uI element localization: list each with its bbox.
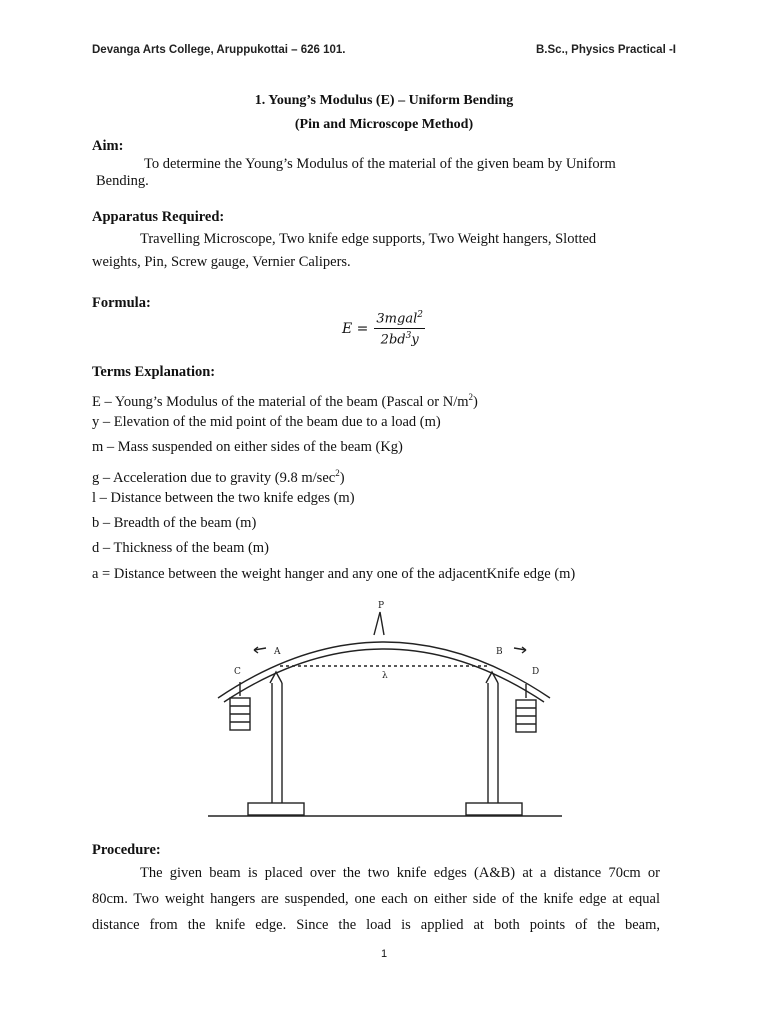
header-course: B.Sc., Physics Practical -I — [536, 44, 676, 56]
denominator-exponent: 3 — [405, 331, 412, 342]
term-g-exponent: 2 — [335, 468, 340, 478]
procedure-line-3: distance from the knife edge. Since the load is applied at both points of the beam, — [92, 917, 660, 933]
left-arrow — [254, 647, 266, 653]
pin — [374, 612, 384, 635]
right-support-post — [488, 683, 498, 803]
label-p: P — [378, 601, 385, 611]
procedure-line-1: The given beam is placed over the two knife edges (A&B) at a distance 70cm or — [140, 865, 660, 881]
aim-line-2: Bending. — [96, 173, 149, 189]
term-a: a = Distance between the weight hanger and any one of the adjacentKnife edge (m) — [92, 566, 576, 582]
term-e-close: ) — [473, 393, 478, 410]
left-support-base — [248, 803, 304, 815]
header-college: Devanga Arts College, Aruppukottai – 626 101. — [92, 44, 346, 56]
term-e — [92, 388, 478, 411]
aim-heading: Aim: — [92, 138, 124, 154]
formula-heading: Formula: — [92, 295, 151, 311]
term-d: d – Thickness of the beam (m) — [92, 540, 269, 556]
right-weight-slots — [516, 708, 536, 724]
uniform-bending-diagram — [196, 592, 572, 828]
youngs-modulus-formula — [342, 310, 425, 348]
term-m: m – Mass suspended on either sides of the beam (Kg) — [92, 439, 403, 455]
numerator-exponent: 2 — [417, 310, 423, 320]
term-g-text: g – Acceleration due to gravity (9.8 m/sec — [92, 469, 336, 486]
label-b: B — [496, 647, 503, 657]
label-a: A — [274, 647, 281, 657]
procedure-line-2: 80cm. Two weight hangers are suspended, one each on either side of the knife edge at equal — [92, 891, 660, 907]
denominator-text: 2bd — [380, 332, 406, 348]
terms-heading: Terms Explanation: — [92, 364, 216, 380]
right-arrow — [514, 647, 526, 653]
term-e-exponent: 2 — [468, 392, 474, 402]
procedure-heading: Procedure: — [92, 842, 161, 858]
right-support-base — [466, 803, 522, 815]
denominator-suffix: y — [411, 332, 419, 348]
term-e-text: E – Young’s Modulus of the material of the beam (Pascal or N/m — [92, 393, 469, 410]
term-y: y – Elevation of the mid point of the beam due to a load (m) — [92, 414, 441, 430]
label-d: D — [532, 667, 540, 677]
apparatus-line-1: Travelling Microscope, Two knife edge supports, Two Weight hangers, Slotted — [140, 231, 597, 247]
term-l: l – Distance between the two knife edges (m) — [92, 490, 355, 506]
experiment-title: 1. Young’s Modulus (E) – Uniform Bending — [254, 93, 514, 108]
aim-line-1: To determine the Young’s Modulus of the material of the given beam by Uniform — [144, 156, 616, 172]
apparatus-line-2: weights, Pin, Screw gauge, Vernier Calipers. — [92, 254, 351, 270]
formula-numerator — [374, 310, 425, 329]
label-c: C — [234, 667, 241, 677]
term-b: b – Breadth of the beam (m) — [92, 515, 257, 531]
formula-lhs: E = — [342, 320, 369, 337]
left-weight-slots — [230, 706, 250, 722]
left-support-post — [272, 683, 282, 803]
experiment-subtitle: (Pin and Microscope Method) — [294, 117, 474, 132]
formula-denominator — [381, 329, 419, 347]
page-number: 1 — [380, 948, 388, 960]
label-lambda: λ — [382, 671, 388, 681]
numerator-text: 3mgal — [376, 311, 418, 327]
term-g — [92, 464, 345, 487]
formula-fraction — [374, 310, 425, 348]
term-g-close: ) — [339, 469, 345, 486]
apparatus-heading: Apparatus Required: — [92, 209, 225, 225]
